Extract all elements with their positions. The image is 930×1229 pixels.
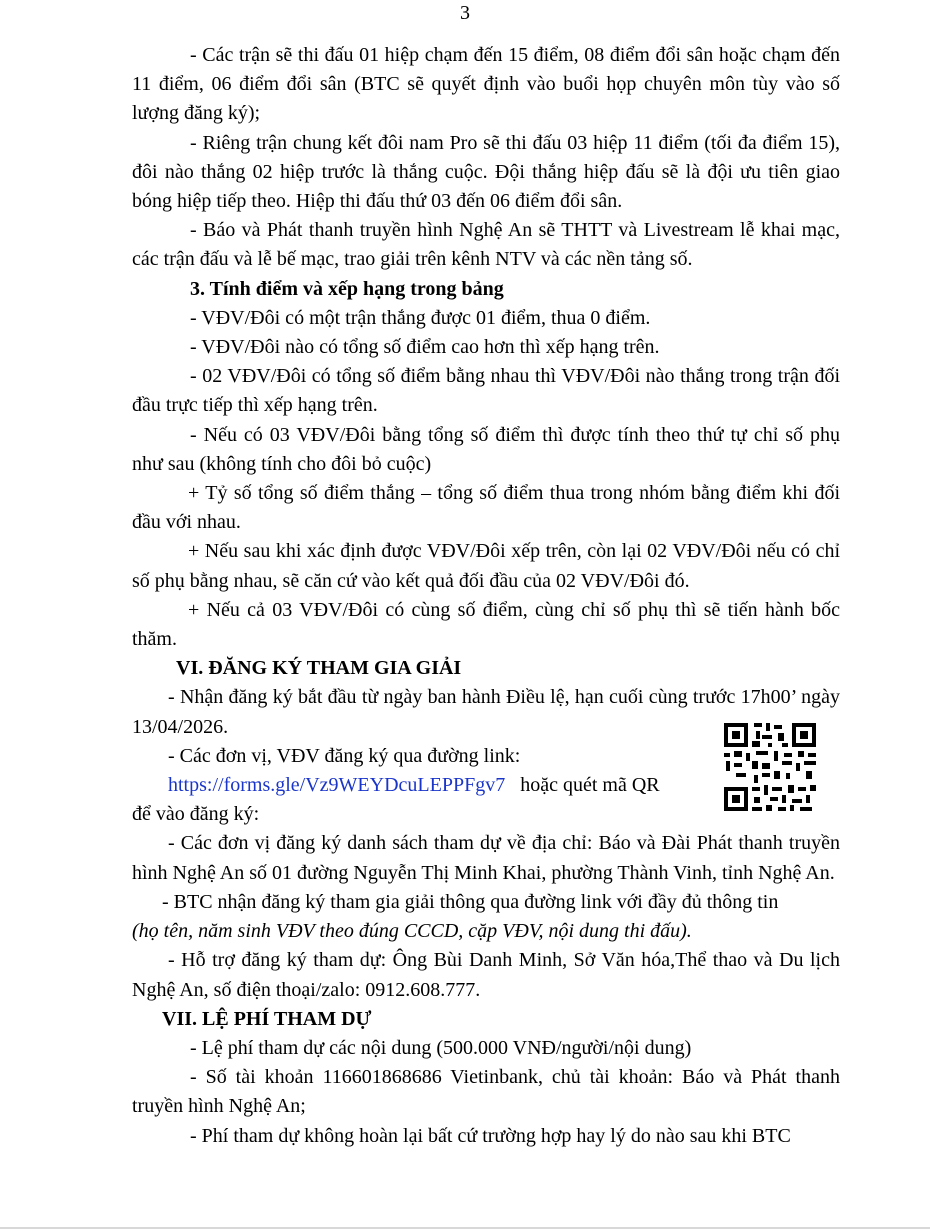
registration-form-link[interactable]: https://forms.gle/Vz9WEYDcuLEPPFgv7 [168,774,506,797]
qr-code-icon[interactable] [722,721,818,813]
paragraph-register-continue: để vào đăng ký: [132,803,260,826]
paragraph-no-refund: - Phí tham dự không hoàn lại bất cứ trường hợp hay lý do nào sau khi BTC [190,1124,791,1147]
paragraph-head-to-head: - 02 VĐV/Đôi có tổng số điểm bằng nhau thì VĐV/Đôi nào thắng trong trận đối đầu trực tiếp thì xếp hạng trên. [132,365,840,417]
qr-scan-text: hoặc quét mã QR [520,774,660,797]
paragraph-registration-link: - Các đơn vị, VĐV đăng ký qua đường link: [168,744,521,767]
section-heading-scoring: 3. Tính điểm và xếp hạng trong bảng [190,277,504,300]
paragraph-support-contact: - Hỗ trợ đăng ký tham dự: Ông Bùi Danh Minh, Sở Văn hóa,Thể thao và Du lịch Nghệ An, số điện thoại/zalo: 0912.608.777. [132,949,840,1001]
page-number: 3 [460,2,470,24]
paragraph-final-match: - Riêng trận chung kết đôi nam Pro sẽ thi đấu 03 hiệp 11 điểm (tối đa điểm 15), đôi nào thắng 02 hiệp trước là thắng cuộc. Đội thắng hiệp đấu sẽ là đội ưu tiên giao bóng hiệp tiếp theo. Hiệp thi đấu thứ 03 đến 06 điểm đổi sân. [132,131,840,213]
section-heading-fees: VII. LỆ PHÍ THAM DỰ [162,1007,372,1030]
paragraph-bank-account: - Số tài khoản 116601868686 Vietinbank, chủ tài khoản: Báo và Phát thanh truyền hình Nghệ An; [132,1066,840,1118]
paragraph-match-format: - Các trận sẽ thi đấu 01 hiệp chạm đến 15 điểm, 08 điểm đổi sân hoặc chạm đến 11 điểm, 06 điểm đổi sân (BTC sẽ quyết định vào buổi họp chuyên môn tùy vào số lượng đăng ký); [132,44,840,125]
paragraph-tiebreak: - Nếu có 03 VĐV/Đôi bằng tổng số điểm thì được tính theo thứ tự chỉ số phụ như sau (không tính cho đôi bỏ cuộc) [132,423,840,475]
paragraph-tiebreak-draw: + Nếu cả 03 VĐV/Đôi có cùng số điểm, cùng chỉ số phụ thì sẽ tiến hành bốc thăm. [132,598,840,651]
paragraph-registration-deadline: - Nhận đăng ký bắt đầu từ ngày ban hành Điều lệ, hạn cuối cùng trước 17h00’ ngày 13/04/2026. [132,686,840,738]
paragraph-broadcast: - Báo và Phát thanh truyền hình Nghệ An sẽ THTT và Livestream lễ khai mạc, các trận đấu và lễ bế mạc, trao giải trên kênh NTV và các nền tảng số. [132,219,840,271]
paragraph-tiebreak-remaining: + Nếu sau khi xác định được VĐV/Đôi xếp trên, còn lại 02 VĐV/Đôi nếu có chỉ số phụ bằng nhau, sẽ căn cứ vào kết quả đối đầu của 02 VĐV/Đôi đó. [132,540,840,592]
section-heading-registration: VI. ĐĂNG KÝ THAM GIA GIẢI [176,657,462,680]
paragraph-tiebreak-ratio: + Tỷ số tổng số điểm thắng – tổng số điểm thua trong nhóm bằng điểm khi đối đầu với nhau. [132,482,840,534]
paragraph-info-details: (họ tên, năm sinh VĐV theo đúng CCCD, cặp VĐV, nội dung thi đấu). [132,920,692,943]
paragraph-address: - Các đơn vị đăng ký danh sách tham dự về địa chỉ: Báo và Đài Phát thanh truyền hình Nghệ An số 01 đường Nguyễn Thị Minh Khai, phường Thành Vinh, tỉnh Nghệ An. [132,832,840,884]
paragraph-fee-amount: - Lệ phí tham dự các nội dung (500.000 VNĐ/người/nội dung) [190,1036,692,1059]
paragraph-win-point: - VĐV/Đôi có một trận thắng được 01 điểm, thua 0 điểm. [190,306,651,329]
document-body [132,41,840,1151]
paragraph-info-required: - BTC nhận đăng ký tham gia giải thông qua đường link với đầy đủ thông tin [162,890,779,913]
paragraph-total-points: - VĐV/Đôi nào có tổng số điểm cao hơn thì xếp hạng trên. [190,336,660,359]
